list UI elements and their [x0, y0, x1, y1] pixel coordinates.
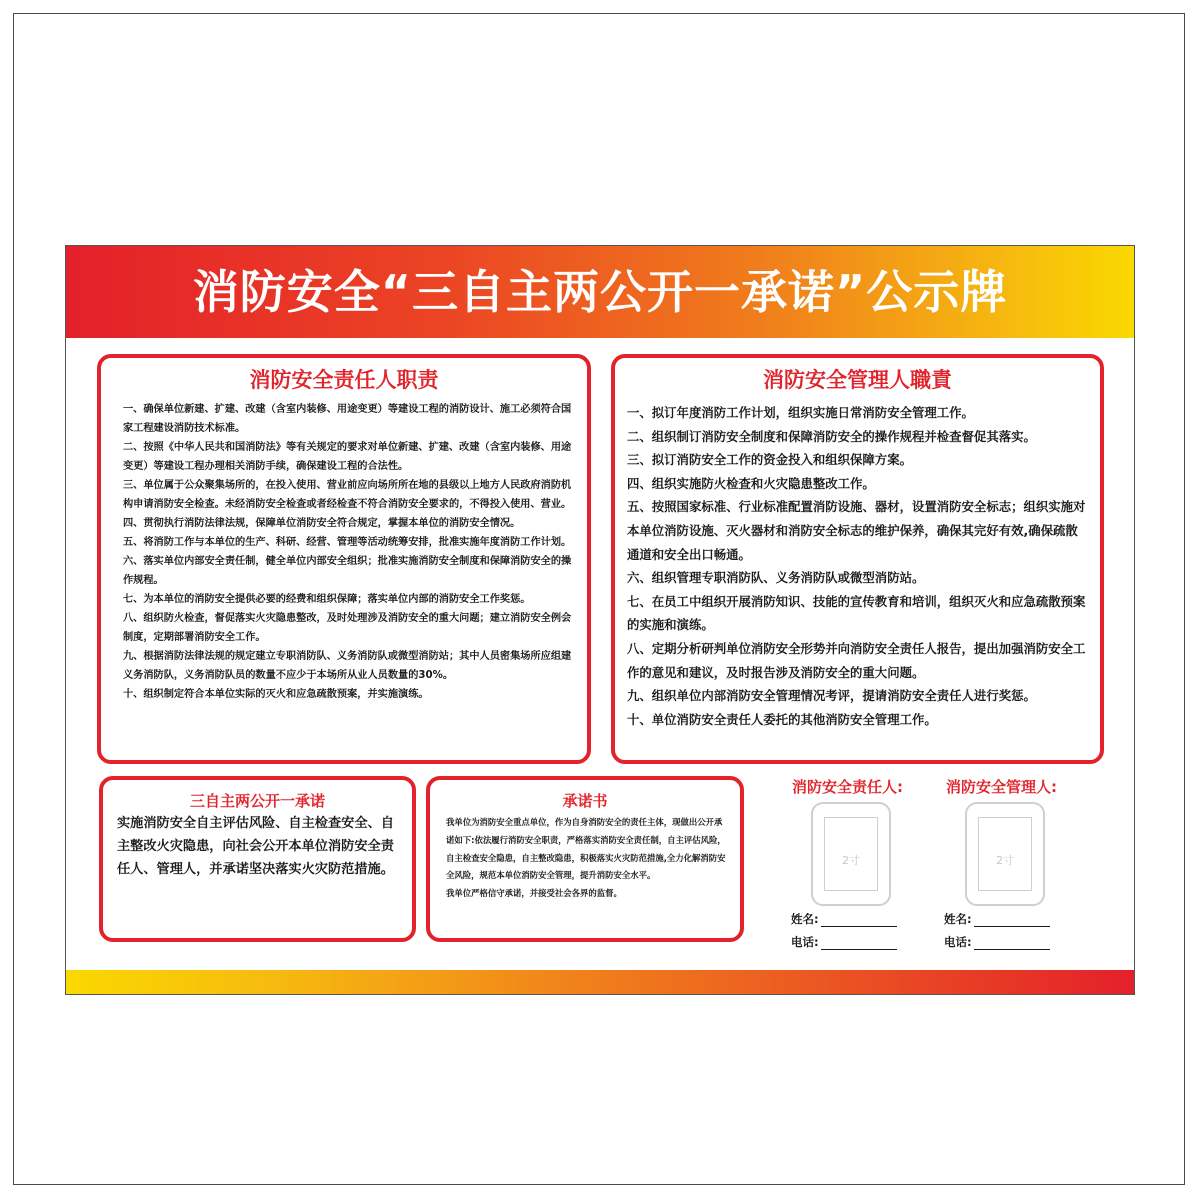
- list-item: 四、组织实施防火检查和火灾隐患整改工作。: [627, 475, 875, 491]
- list-item: 一、确保单位新建、扩建、改建（含室内装修、用途变更）等建设工程的消防设计、施工必须符合国家工程建设消防技术标准。: [123, 404, 572, 434]
- list-item: 二、按照《中华人民共和国消防法》等有关规定的要求对单位新建、扩建、改建（含室内装修、用途变更）等建设工程办理相关消防手续，确保建设工程的合法性。: [123, 442, 572, 472]
- list-item: 六、落实单位内部安全责任制，健全单位内部安全组织；批准实施消防安全制度和保障消防安全的操作规程。: [123, 556, 572, 586]
- manager-duties-panel: [611, 354, 1104, 764]
- name-underline: [974, 914, 1050, 927]
- list-item: 八、定期分析研判单位消防安全形势并向消防安全责任人报告，提出加强消防安全工作的意见和建议，及时报告涉及消防安全的重大问题。: [627, 640, 1086, 680]
- list-item: 一、拟订年度消防工作计划，组织实施日常消防安全管理工作。: [627, 405, 974, 420]
- list-item: 二、组织制订消防安全制度和保障消防安全的操作规程并检查督促其落实。: [627, 428, 1036, 444]
- responsible-person-photo: [811, 802, 891, 906]
- responsible-duties-list: [101, 394, 587, 704]
- list-item: 十、组织制定符合本单位实际的灭火和应急疏散预案，并实施演练。: [123, 689, 429, 700]
- list-item: 六、组织管理专职消防队、义务消防队或微型消防站。: [627, 570, 925, 586]
- commitment-summary-panel: [99, 776, 416, 942]
- name-label: 姓名:: [791, 912, 819, 926]
- pledge-paragraph: 我单位为消防安全重点单位，作为自身消防安全的责任主体，现做出公开承诺如下:依法履行消防安全职责，严格落实消防安全责任制，自主评估风险，自主检查安全隐患，自主整改隐患，积极落实火灾防范措施,全力化解消防安全风险，规范本单位消防安全管理，提升消防安全水平。: [446, 817, 726, 881]
- phone-underline: [821, 937, 897, 950]
- phone-label: 电话:: [944, 935, 972, 949]
- responsible-person-label: 消防安全责任人:: [792, 778, 903, 796]
- name-underline: [821, 914, 897, 927]
- title-banner: [66, 246, 1134, 338]
- name-label: 姓名:: [944, 912, 972, 926]
- manager-duties-title: 消防安全管理人職責: [763, 368, 952, 392]
- list-item: 三、单位属于公众聚集场所的，在投入使用、营业前应向场所所在地的县级以上地方人民政府消防机构申请消防安全检查。未经消防安全检查或者经检查不符合消防安全要求的，不得投入使用、营业。: [123, 480, 572, 510]
- board-title: 消防安全“三自主两公开一承诺”公示牌: [192, 265, 1008, 319]
- pledge-title: 承诺书: [562, 792, 608, 810]
- list-item: 三、拟订消防安全工作的资金投入和组织保障方案。: [627, 452, 912, 468]
- manager-phone-field[interactable]: [944, 934, 1050, 950]
- manager-person-photo: [965, 802, 1045, 906]
- manager-name-field[interactable]: [944, 911, 1050, 927]
- list-item: 五、按照国家标准、行业标准配置消防设施、器材，设置消防安全标志；组织实施对本单位消防设施、灭火器材和消防安全标志的维护保养，确保其完好有效,确保疏散通道和安全出口畅通。: [627, 499, 1086, 562]
- list-item: 八、组织防火检查，督促落实火灾隐患整改，及时处理涉及消防安全的重大问题；建立消防安全例会制度，定期部署消防安全工作。: [123, 613, 572, 643]
- responsible-name-field[interactable]: [791, 911, 897, 927]
- list-item: 七、为本单位的消防安全提供必要的经费和组织保障；落实单位内部的消防安全工作奖惩。: [123, 594, 531, 605]
- list-item: 四、贯彻执行消防法律法规，保障单位消防安全符合规定，掌握本单位的消防安全情况。: [123, 518, 521, 529]
- notice-board: [65, 245, 1135, 995]
- pledge-paragraph: 我单位严格信守承诺，并接受社会各界的监督。: [446, 888, 622, 899]
- pledge-panel: [426, 776, 744, 942]
- list-item: 九、根据消防法律法规的规定建立专职消防队、义务消防队或微型消防站；其中人员密集场所应组建义务消防队，义务消防队员的数量不应少于本场所从业人员数量的30%。: [123, 651, 572, 681]
- list-item: 九、组织单位内部消防安全管理情况考评，提请消防安全责任人进行奖惩。: [627, 688, 1036, 704]
- list-item: 十、单位消防安全责任人委托的其他消防安全管理工作。: [627, 711, 937, 727]
- manager-person-label: 消防安全管理人:: [946, 778, 1057, 796]
- list-item: 七、在员工中组织开展消防知识、技能的宣传教育和培训，组织灭火和应急疏散预案的实施和演练。: [627, 593, 1086, 633]
- footer-gradient-bar: [66, 970, 1134, 994]
- photo-size-label: 2寸: [996, 854, 1014, 867]
- responsible-phone-field[interactable]: [791, 934, 897, 950]
- responsible-duties-panel: [97, 354, 591, 764]
- manager-duties-list: [615, 394, 1100, 731]
- phone-underline: [974, 937, 1050, 950]
- commitment-summary-text: 实施消防安全自主评估风险、自主检查安全、自主整改火灾隐患，向社会公开本单位消防安全责任人、管理人，并承诺坚决落实火灾防范措施。: [117, 816, 394, 877]
- pledge-body: [430, 812, 740, 903]
- photo-size-label: 2寸: [842, 854, 860, 867]
- responsible-duties-title: 消防安全责任人职责: [249, 368, 439, 392]
- phone-label: 电话:: [791, 935, 819, 949]
- list-item: 五、将消防工作与本单位的生产、科研、经营、管理等活动统筹安排，批准实施年度消防工作计划。: [123, 537, 572, 548]
- commitment-summary-title: 三自主两公开一承诺: [189, 792, 325, 810]
